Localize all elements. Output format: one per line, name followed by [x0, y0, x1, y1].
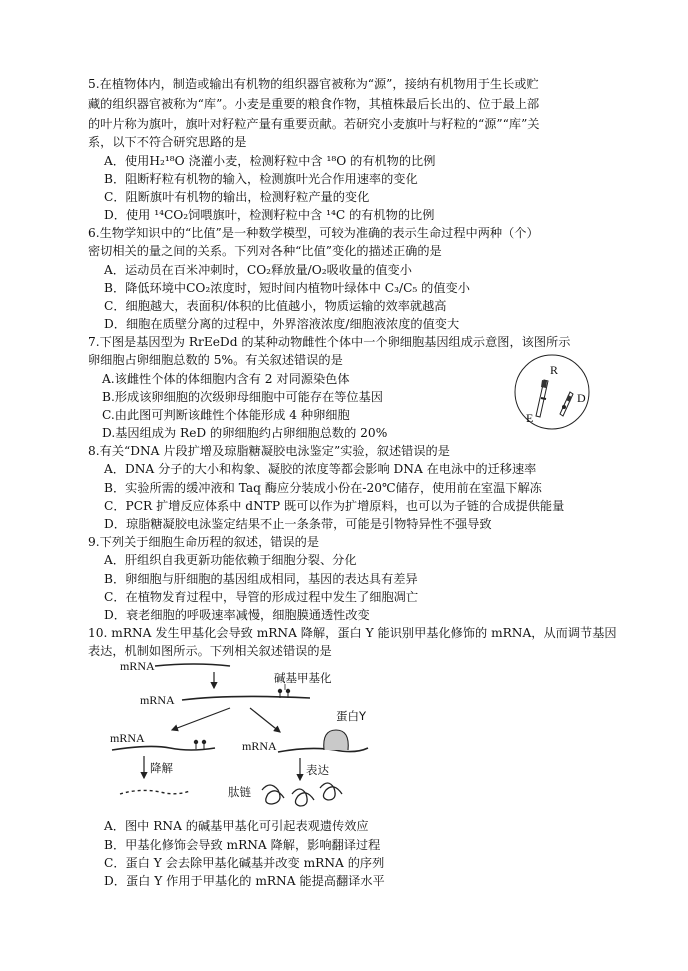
- q7-stem-line-1: 7.下图是基因型为 RrEeDd 的某种动物雌性个体中一个卵细胞基因组成示意图，该图所示: [88, 335, 571, 349]
- mrna-label-top: mRNA: [120, 660, 155, 673]
- mrna-strand-middle: [182, 696, 310, 700]
- q9-option-a: A．肝组织自我更新功能依赖于细胞分裂、分化: [104, 553, 357, 567]
- q7-oocyte-diagram: [512, 352, 592, 432]
- protein-y-shape: [324, 730, 349, 750]
- label-protein-y: 蛋白Y: [336, 709, 367, 723]
- q5-option-b: B．阻断籽粒有机物的输入，检测旗叶光合作用速率的变化: [104, 172, 418, 186]
- q6-option-d: D．细胞在质壁分离的过程中，外界溶液浓度/细胞液浓度的值变大: [104, 317, 460, 331]
- gene-label-d: D: [577, 391, 586, 405]
- q8-option-d: D．琼脂糖凝胶电泳鉴定结果不止一条条带，可能是引物特异性不强导致: [104, 517, 492, 531]
- q5-stem-line-1: 5.在植物体内，制造或输出有机物的组织器官被称为“源”，接纳有机物用于生长或贮: [88, 77, 539, 91]
- q10-option-a: A．图中 RNA 的碱基甲基化可引起表观遗传效应: [104, 819, 369, 833]
- q6-option-b: B．降低环境中CO₂浓度时，短时间内植物叶绿体中 C₃/C₅ 的值变小: [104, 281, 470, 295]
- q5-stem-line-3: 的叶片称为旗叶，旗叶对籽粒产量有重要贡献。若研究小麦旗叶与籽粒的“源”“库”关: [88, 117, 540, 131]
- arrow-to-right: [250, 708, 280, 732]
- q9-option-c: C．在植物发育过程中，导管的形成过程中发生了细胞凋亡: [104, 590, 419, 604]
- label-peptide-chain: 肽链: [228, 785, 251, 799]
- mrna-strand-left: [112, 746, 215, 750]
- q7-option-b: B.形成该卵细胞的次级卵母细胞中可能存在等位基因: [102, 390, 383, 404]
- chromosome-d: [560, 392, 573, 416]
- q8-stem-line-1: 8.有关“DNA 片段扩增及琼脂糖凝胶电泳鉴定”实验，叙述错误的是: [88, 444, 450, 458]
- q10-option-c: C．蛋白 Y 会去除甲基化碱基并改变 mRNA 的序列: [104, 856, 385, 870]
- mrna-label-right: mRNA: [242, 739, 277, 753]
- peptide-chains: [262, 783, 342, 806]
- q6-stem-line-1: 6.生物学知识中的“比值”是一种数学模型，可较为准确的表示生命过程中两种（个）: [88, 226, 539, 240]
- q6-stem-line-2: 密切相关的量之间的关系。下列对各种“比值”变化的描述正确的是: [88, 244, 442, 258]
- methyl-group-left: [194, 740, 206, 749]
- label-degradation: 降解: [150, 761, 173, 775]
- gene-label-e: E: [526, 411, 534, 425]
- q5-stem-line-2: 藏的组织器官被称为“库”。小麦是重要的粮食作物，其植株最后长出的、位于最上部: [88, 97, 540, 111]
- q7-option-d: D.基因组成为 ReD 的卵细胞约占卵细胞总数的 20%: [102, 426, 388, 440]
- q7-option-c: C.由此图可判断该雌性个体能形成 4 种卵细胞: [102, 408, 350, 422]
- q10-stem-line-1: 10. mRNA 发生甲基化会导致 mRNA 降解，蛋白 Y 能识别甲基化修饰的 mRNA，从而调节基因: [88, 626, 617, 640]
- label-expression: 表达: [306, 763, 329, 777]
- q9-option-d: D．衰老细胞的呼吸速率减慢，细胞膜通透性改变: [104, 608, 370, 622]
- q10-stem-line-2: 表达，机制如图所示。下列相关叙述错误的是: [88, 644, 332, 658]
- degraded-mrna: [120, 790, 190, 794]
- q5-option-c: C．阻断旗叶有机物的输出，检测籽粒产量的变化: [104, 190, 370, 204]
- label-base-methylation: 碱基甲基化: [274, 671, 332, 685]
- arrow-to-left: [172, 708, 230, 730]
- q8-option-c: C．PCR 扩增反应体系中 dNTP 既可以作为扩增原料，也可以为子链的合成提供能量: [104, 499, 565, 513]
- q7-option-a: A.该雌性个体的体细胞内含有 2 对同源染色体: [102, 372, 350, 386]
- mrna-strand-top: [155, 664, 230, 666]
- q5-stem-line-4: 系，以下不符合研究思路的是: [88, 135, 247, 149]
- mrna-label-left: mRNA: [110, 731, 145, 745]
- mrna-label-middle: mRNA: [140, 693, 175, 707]
- q9-stem-line-1: 9.下列关于细胞生命历程的叙述，错误的是: [88, 535, 320, 549]
- q6-option-a: A．运动员在百米冲刺时，CO₂释放量/O₂吸收量的值变小: [104, 263, 412, 277]
- q10-option-d: D．蛋白 Y 作用于甲基化的 mRNA 能提高翻译水平: [104, 874, 385, 888]
- q8-option-b: B．实验所需的缓冲液和 Taq 酶应分装成小份在-20℃储存，使用前在室温下解冻: [104, 481, 542, 495]
- q9-option-b: B．卵细胞与肝细胞的基因组成相同，基因的表达具有差异: [104, 572, 418, 586]
- q6-option-c: C．细胞越大，表面积/体积的比值越小，物质运输的效率就越高: [104, 299, 447, 313]
- q5-option-d: D．使用 ¹⁴CO₂饲喂旗叶，检测籽粒中含 ¹⁴C 的有机物的比例: [104, 208, 435, 222]
- q5-option-a: A．使用H₂¹⁸O 浇灌小麦，检测籽粒中含 ¹⁸O 的有机物的比例: [104, 154, 436, 168]
- q8-option-a: A．DNA 分子的大小和构象、凝胶的浓度等都会影响 DNA 在电泳中的迁移速率: [104, 462, 537, 476]
- q10-mechanism-diagram: [110, 660, 370, 820]
- q7-stem-line-2: 卵细胞占卵细胞总数的 5%。有关叙述错误的是: [88, 353, 343, 367]
- gene-label-r: R: [550, 363, 559, 377]
- mrna-strand-right: [278, 748, 368, 752]
- q10-option-b: B．甲基化修饰会导致 mRNA 降解，影响翻译过程: [104, 838, 381, 852]
- chromosome-r-e: [536, 380, 548, 417]
